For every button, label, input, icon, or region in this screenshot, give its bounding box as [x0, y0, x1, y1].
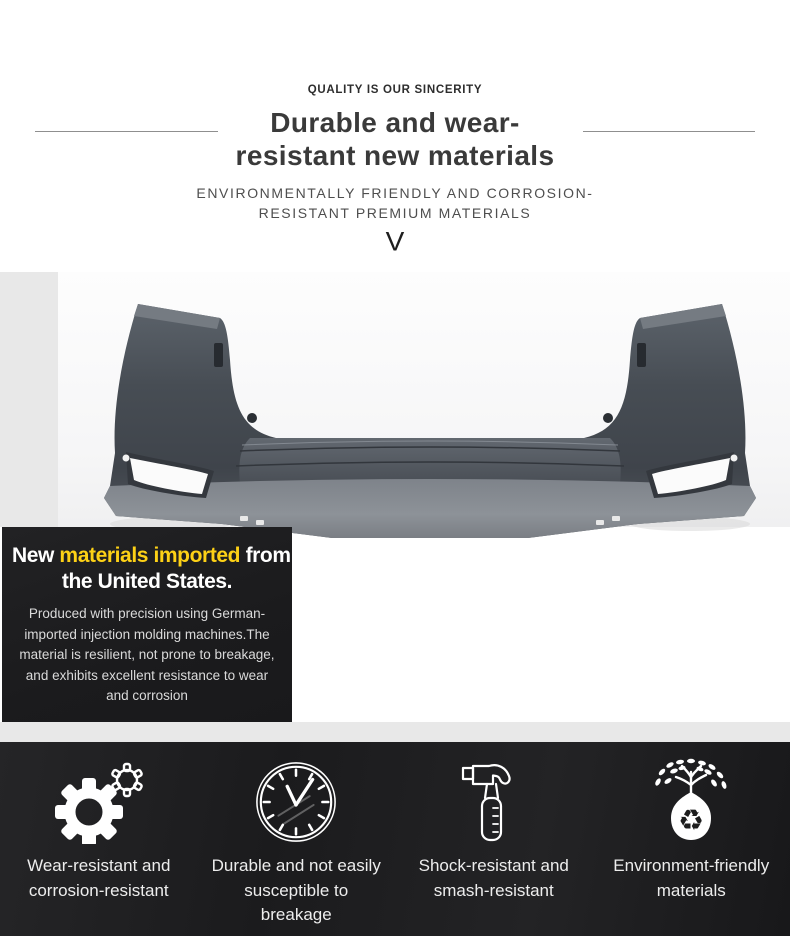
rear-bumper-illustration: [100, 288, 760, 548]
feature-label: Durable and not easily susceptible to breakage: [211, 856, 381, 924]
clock-icon: [253, 758, 339, 846]
page-subtitle: [0, 183, 790, 223]
chevron-down-icon: V: [385, 226, 405, 257]
left-gray-strip: [0, 272, 58, 527]
feature-label: Environment-friendly materials: [613, 856, 770, 900]
feature-shock-resistant: [395, 742, 593, 936]
section-divider: [0, 722, 790, 742]
page-title-line1: Durable and wear-: [270, 107, 520, 138]
callout-title-highlight: materials imported: [59, 544, 241, 567]
eyebrow-text: QUALITY IS OUR SINCERITY: [307, 84, 483, 96]
callout-title: [12, 543, 291, 595]
svg-text:♻: ♻: [678, 803, 705, 837]
page-title: [0, 106, 790, 172]
hammer-icon: [449, 758, 539, 846]
page-subtitle-line1: ENVIRONMENTALLY FRIENDLY AND CORROSION-: [196, 185, 594, 201]
page-subtitle-line2: RESISTANT PREMIUM MATERIALS: [258, 205, 532, 221]
callout-title-line2: the United States.: [61, 570, 233, 593]
feature-wear-resistant: [0, 742, 198, 936]
features-bar: [0, 742, 790, 936]
callout-title-start: New: [12, 544, 54, 567]
product-image-rear-bumper: [100, 288, 760, 548]
feature-label: Shock-resistant and smash-resistant: [418, 856, 569, 900]
title-rule-right: [583, 131, 755, 132]
feature-eco-friendly: [593, 742, 790, 936]
gears-icon: [51, 758, 147, 846]
callout-body: Produced with precision using German-imported injection molding machines.The material is resilient, not prone to breakage, and exhibits excellent resistance to wear and corrosion: [19, 606, 275, 703]
page-title-line2: resistant new materials: [235, 140, 555, 171]
title-rule-left: [35, 131, 218, 132]
feature-label: Wear-resistant and corrosion-resistant: [27, 856, 171, 900]
feature-durable: [198, 742, 396, 936]
callout-panel: [2, 527, 292, 722]
recycle-tree-icon: [644, 758, 738, 846]
callout-title-end: from: [245, 544, 291, 567]
